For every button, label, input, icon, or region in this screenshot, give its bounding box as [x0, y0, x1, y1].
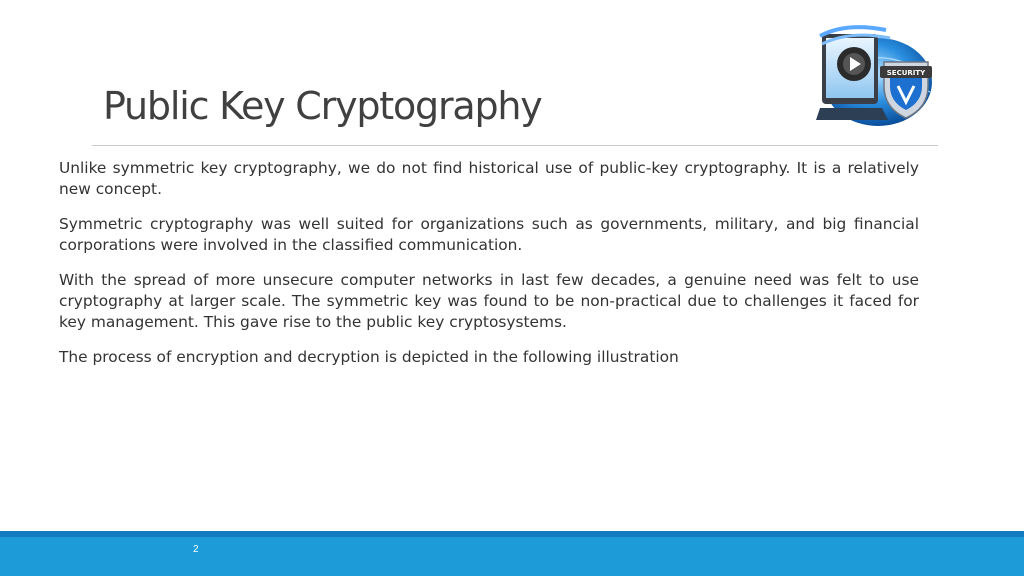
slide-body [59, 158, 919, 382]
paragraph-3: With the spread of more unsecure computer networks in last few decades, a genuine need was felt to use cryptography at larger scale. The symmetric key was found to be non-practical due to challenges it faced for key management. This gave rise to the public key cryptosystems. [59, 271, 919, 331]
title-divider [92, 145, 938, 146]
paragraph-2: Symmetric cryptography was well suited for organizations such as governments, military, and big financial corporations were involved in the classified communication. [59, 215, 919, 254]
slide-title: Public Key Cryptography [103, 84, 542, 128]
footer-band [0, 531, 1024, 576]
security-shield-icon [816, 22, 934, 130]
paragraph-4: The process of encryption and decryption is depicted in the following illustration [59, 348, 679, 366]
footer-stripe [0, 531, 1024, 537]
page-number: 2 [193, 544, 199, 555]
paragraph-1: Unlike symmetric key cryptography, we do not find historical use of public-key cryptography. It is a relatively new concept. [59, 159, 919, 198]
logo-text: SECURITY [886, 69, 926, 77]
